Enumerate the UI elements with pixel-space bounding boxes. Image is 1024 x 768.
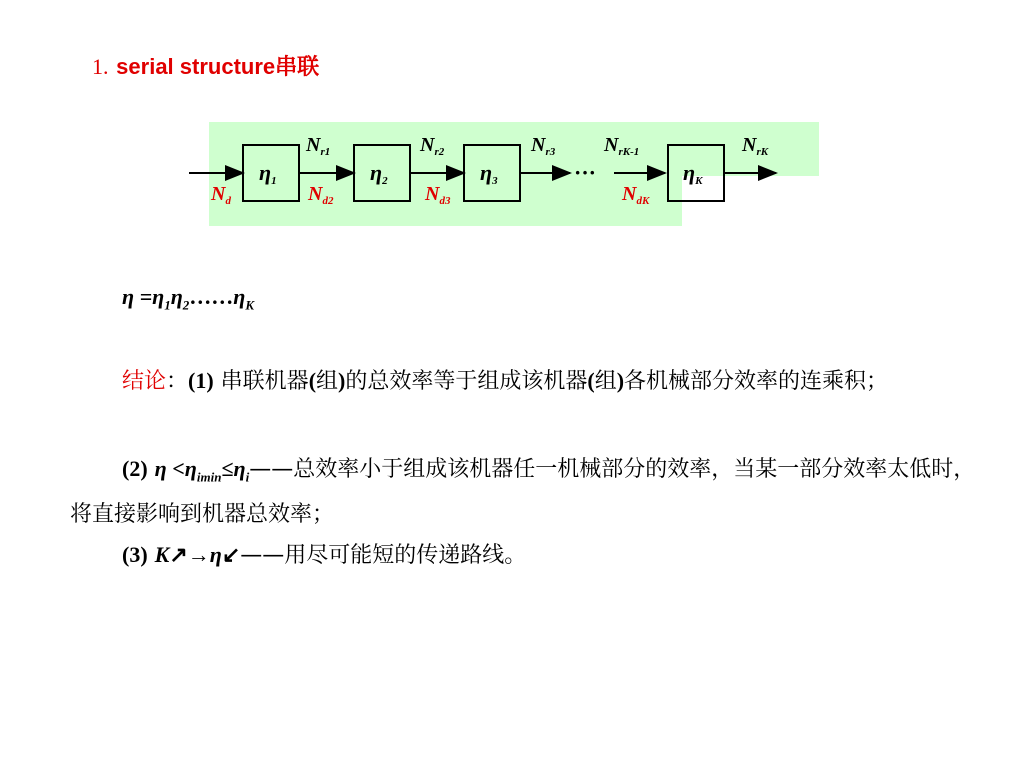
item2-sub-imin: imin — [196, 469, 222, 485]
formula-lhs: η = — [122, 284, 153, 309]
item1-paren-close-1: ) — [338, 368, 346, 393]
item2-lt: < — [166, 456, 185, 481]
item3-eta: η — [209, 542, 222, 567]
item1-text-a: 串联机器 — [213, 369, 309, 394]
title-number: 1. — [92, 54, 109, 79]
conclusion-label: 结论 — [122, 369, 167, 394]
item2-eta-imin: η — [184, 456, 197, 481]
item2-le: ≤ — [221, 456, 234, 481]
serial-structure-diagram — [0, 0, 1024, 244]
input-label-d3: $N_{d3}$ — [425, 183, 451, 207]
block-1-label: η1 — [259, 160, 277, 187]
ellipsis-dots: ··· — [574, 160, 597, 185]
input-label-d2: $N_{d2}$ — [308, 183, 334, 207]
output-label-rK-1: $N_{rK-1}$ — [604, 134, 640, 158]
output-label-r2: $N_{r2}$ — [420, 134, 445, 158]
item1-group-2: 组 — [594, 369, 617, 394]
item1-number: (1) — [188, 368, 214, 393]
formula-sub-K: K — [245, 297, 255, 313]
item1-paren-close-2: ) — [616, 368, 625, 393]
item2-eta: η — [154, 456, 167, 481]
item3-K: K — [154, 542, 170, 567]
formula-sub-2: 2 — [182, 297, 190, 313]
item2-text: ——总效率小于组成该机器任一机械部分的效率，当某一部分效率太低时，将直接影响到机器总效率； — [70, 457, 976, 528]
item2-number: (2) — [122, 456, 148, 481]
formula-eta-1: η — [152, 284, 165, 309]
item1-paren-open-1: ( — [308, 368, 317, 393]
item1-paren-open-2: ( — [587, 368, 595, 393]
block-K-label: ηK — [683, 160, 703, 187]
formula-dots: …… — [189, 284, 234, 309]
efficiency-formula — [122, 284, 254, 313]
formula-eta-K: η — [233, 284, 246, 309]
output-label-rK: $N_{rK}$ — [742, 134, 769, 158]
conclusion-1 — [70, 362, 990, 401]
item3-arrows: ↗→ — [169, 542, 210, 567]
conclusion-colon: ： — [166, 369, 189, 394]
formula-eta-2: η — [170, 284, 183, 309]
item2-eta-i: η — [233, 456, 246, 481]
formula-sub-1: 1 — [164, 297, 171, 313]
block-2-label: η2 — [370, 160, 388, 187]
conclusion-3 — [70, 536, 990, 575]
block-3-label: η3 — [480, 160, 498, 187]
item2-sub-i: i — [245, 469, 250, 485]
item1-text-c: 各机械部分效率的连乘积； — [624, 369, 889, 394]
item1-text-b: 的总效率等于组成该机器 — [345, 369, 588, 394]
item3-number: (3) — [122, 542, 148, 567]
title-english: serial structure — [116, 54, 276, 79]
item1-group-1: 组 — [316, 369, 339, 394]
conclusion-2 — [70, 450, 990, 534]
item3-down-arrow: ↙ — [221, 542, 241, 567]
output-label-r1: $N_{r1}$ — [306, 134, 331, 158]
title-chinese: 串联 — [275, 55, 320, 80]
input-label-d: $N_d$ — [211, 183, 231, 207]
item3-text: ——用尽可能短的传递路线。 — [240, 543, 527, 568]
output-label-r3: $N_{r3}$ — [531, 134, 556, 158]
input-label-dK: $N_{dK}$ — [622, 183, 650, 207]
